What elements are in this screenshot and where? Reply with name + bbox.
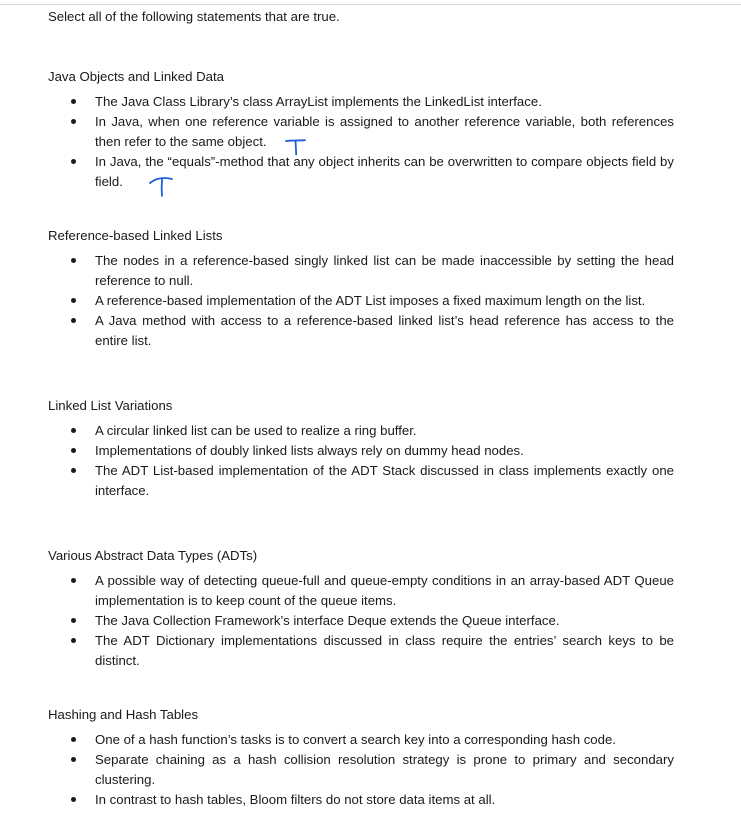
section-heading: Hashing and Hash Tables — [48, 707, 199, 722]
bullet-icon — [71, 578, 76, 583]
statement-list — [48, 421, 674, 501]
statement-list — [48, 92, 674, 192]
statement-item[interactable]: The nodes in a reference-based singly linked list can be made inaccessible by setting the head reference to null. — [48, 251, 674, 291]
statement-item[interactable]: Implementations of doubly linked lists always rely on dummy head nodes. — [48, 441, 674, 461]
section-linked-list-variations — [48, 398, 688, 498]
instruction-text: Select all of the following statements that are true. — [48, 9, 340, 24]
bullet-icon — [71, 448, 76, 453]
bullet-icon — [71, 757, 76, 762]
statement-item[interactable]: The Java Class Library’s class ArrayList implements the LinkedList interface. — [48, 92, 674, 112]
handwritten-true-mark — [146, 174, 176, 200]
section-hashing — [48, 707, 688, 807]
statement-item[interactable]: The ADT List-based implementation of the ADT Stack discussed in class implements exactly one interface. — [48, 461, 674, 501]
mark-stroke — [296, 141, 297, 155]
bullet-icon — [71, 797, 76, 802]
bullet-icon — [71, 428, 76, 433]
statement-item[interactable]: One of a hash function’s tasks is to convert a search key into a corresponding hash code. — [48, 730, 674, 750]
section-heading: Java Objects and Linked Data — [48, 69, 224, 84]
bullet-icon — [71, 99, 76, 104]
statement-item[interactable]: A circular linked list can be used to realize a ring buffer. — [48, 421, 674, 441]
bullet-icon — [71, 318, 76, 323]
statement-item[interactable]: A Java method with access to a reference-based linked list’s head reference has access to the entire list. — [48, 311, 674, 351]
bullet-icon — [71, 258, 76, 263]
bullet-icon — [71, 468, 76, 473]
statement-item[interactable]: A possible way of detecting queue-full and queue-empty conditions in an array-based ADT Queue implementation is to keep count of the queue items. — [48, 571, 674, 611]
statement-item[interactable]: In contrast to hash tables, Bloom filters do not store data items at all. — [48, 790, 674, 810]
top-rule — [0, 4, 741, 5]
statement-item[interactable]: The ADT Dictionary implementations discussed in class require the entries’ search keys to be distinct. — [48, 631, 674, 671]
bullet-icon — [71, 638, 76, 643]
section-heading: Reference-based Linked Lists — [48, 228, 223, 243]
section-heading: Linked List Variations — [48, 398, 173, 413]
bullet-icon — [71, 618, 76, 623]
statement-item[interactable]: In Java, when one reference variable is assigned to another reference variable, both references then refer to the same object. — [48, 112, 674, 152]
statement-item[interactable]: In Java, the “equals”-method that any object inherits can be overwritten to compare objects field by field. — [48, 152, 674, 192]
statement-item[interactable]: Separate chaining as a hash collision resolution strategy is prone to primary and secondary clustering. — [48, 750, 674, 790]
section-various-adts — [48, 548, 688, 668]
bullet-icon — [71, 159, 76, 164]
bullet-icon — [71, 298, 76, 303]
statement-item[interactable]: The Java Collection Framework’s interface Deque extends the Queue interface. — [48, 611, 674, 631]
statement-list — [48, 251, 674, 351]
section-heading: Various Abstract Data Types (ADTs) — [48, 548, 258, 563]
bullet-icon — [71, 119, 76, 124]
statement-list — [48, 571, 674, 671]
section-reference-based-lists — [48, 228, 688, 348]
statement-item[interactable]: A reference-based implementation of the ADT List imposes a fixed maximum length on the list. — [48, 291, 674, 311]
section-java-objects — [48, 69, 688, 189]
statement-list — [48, 730, 674, 810]
bullet-icon — [71, 737, 76, 742]
handwritten-true-mark — [284, 138, 308, 158]
